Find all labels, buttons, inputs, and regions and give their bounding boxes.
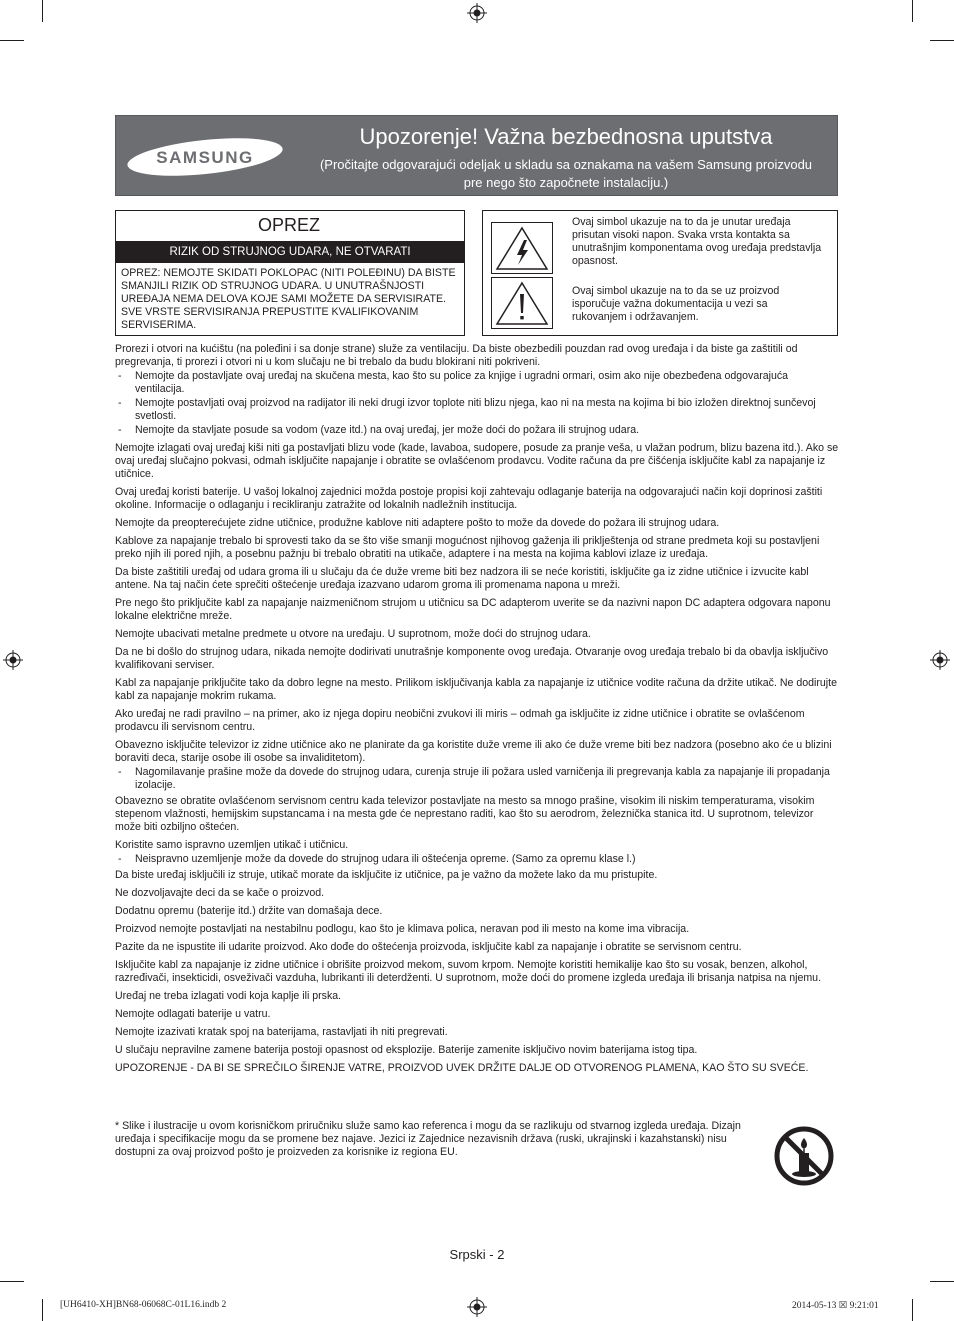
voltage-symbol-text: Ovaj simbol ukazuje na to da je unutar uređaja prisutan visoki napon. Svaka vrsta kontakta sa unutrašnjim komponentama ovog uređaja predstavlja opasnost. [572,216,822,267]
caution-box [115,210,465,336]
instruction-paragraph: UPOZORENJE - DA BI SE SPREČILO ŠIRENJE VATRE, PROIZVOD UVEK DRŽITE DALJE OD OTVORENOG PLAMENA, KAO ŠTO SU SVEĆE. [115,1062,809,1074]
instruction-subitem: - Nagomilavanje prašine može da dovede do strujnog udara, curenja struje ili požara usled varničenja ili pregrevanja kabla za napajanje ili propadanja izolacije. [115,766,839,792]
crop-mark [42,1299,43,1321]
instruction-paragraph: Nemojte odlagati baterije u vatru. [115,1008,271,1020]
instruction-paragraph: Prorezi i otvori na kućištu (na poleđini i sa donje strane) služe za ventilaciju. Da biste obezbedili pouzdan rad ovog uređaja i da biste ga zaštitili od pregrevanja, ti prorezi i otvori ni u kom slučaju ne bi trebalo da budu blokirani niti pokriveni. [115,343,798,368]
instruction-paragraph: Nemojte da preopterećujete zidne utičnice, produžne kablove niti adaptere pošto to može da dovede do požara ili strujnog udara. [115,517,720,529]
instruction-paragraph: Ne dozvoljavajte deci da se kače o proizvod. [115,887,325,899]
crop-mark [0,1281,24,1282]
header-subtitle [296,156,836,192]
print-slug-timestamp: 2014-05-13 ☒ 9:21:01 [792,1301,879,1311]
instruction-subitem: - Neispravno uzemljenje može da dovede do strujnog udara ili oštećenja opreme. (Samo za opremu klase l.) [115,853,839,866]
instruction-subitem: - Nemojte da postavljate ovaj uređaj na skučena mesta, kao što su police za knjige i ugradni ormari, osim ako nije obezbeđena odgovarajuća ventilacija. [115,370,839,396]
footnote: * Slike i ilustracije u ovom korisničkom priručniku služe samo kao referenca i mogu da se razlikuju od stvarnog izgleda uređaja. Dizajn uređaja i specifikacije mogu da se promene bez najave. Jezici iz Zajednice nezavisnih država (ruski, ukrajinski i kazahstanski) nisu dostupni za ovaj proizvod pošto je proizveden za korisnike iz regiona EU. [115,1120,741,1158]
crop-mark [930,1281,954,1282]
safety-instructions [115,343,839,1080]
instruction-paragraph: Ovaj uređaj koristi baterije. U vašoj lokalnoj zajednici možda postoje propisi koji zahtevaju odlaganje baterija na odgovarajući način koji doprinosi zaštiti okoline. Informacije o odlaganju i recikliranju zatražite od lokalnih nadležnih institucija. [115,486,823,511]
caution-title: OPREZ [258,215,321,235]
registration-mark-icon [467,1297,487,1317]
instruction-paragraph: Nemojte izlagati ovaj uređaj kiši niti ga postavljati blizu vode (kade, lavaboa, sudopere, posude za pranje veša, u vlažan podrum, blizu bazena itd.). Ako se ovaj uređaj slučajno pokvasi, odmah isključite napajanje i obratite se ovlašćenom prodavcu. Vodite računa da pre čišćenja isključite kabl za napajanje iz utičnice. [115,442,839,480]
safety-header [115,115,838,196]
instruction-paragraph: Isključite kabl za napajanje iz zidne utičnice i obrišite proizvod mekom, suvom krpom. Nemojte koristiti hemikalije kao što su vosak, benzen, alkohol, razređivači, insekticidi, osveživači vazduha, lubrikanti ili deterdženti. U suprotnom, može doći do promene izgleda uređaja ili brisanja natpisa na njemu. [115,959,822,984]
page-title: Upozorenje! Važna bezbednosna uputstva [359,124,773,149]
registration-mark-icon [930,650,950,670]
caution-warning-bar: RIZIK OD STRUJNOG UDARA, NE OTVARATI [116,241,464,263]
instruction-paragraph: Ako uređaj ne radi pravilno – na primer, ako iz njega dopiru neobični zvukovi ili miris – odmah ga isključite iz zidne utičnice i obratite se ovlašćenom prodavcu ili servisnom centru. [115,708,805,733]
samsung-logo [125,137,285,177]
instruction-paragraph: Da biste uređaj isključili iz struje, utikač morate da isključite iz utičnice, pa je važno da možete lako da mu pristupite. [115,869,658,881]
instruction-subitem: - Nemojte postavljati ovaj proizvod na radijator ili neki drugi izvor toplote niti blizu njega, kao ni na mesta na kojima bi bio izložen direktnoj sunčevoj svetlosti. [115,397,839,423]
instruction-paragraph: Pazite da ne ispustite ili udarite proizvod. Ako dođe do oštećenja proizvoda, isključite kabl za napajanje i obratite se servisnom centru. [115,941,742,953]
exclamation-symbol-text: Ovaj simbol ukazuje na to da se uz proizvod isporučuje važna dokumentacija u vezi sa rukovanjem i održavanjem. [572,285,780,323]
exclamation-warning-icon [492,278,552,328]
instruction-paragraph: Nemojte ubacivati metalne predmete u otvore na uređaju. U suprotnom, može doći do strujnog udara. [115,628,591,640]
registration-mark-icon [467,3,487,23]
header-subtitle-line: (Pročitajte odgovarajući odeljak u skladu sa oznakama na vašem Samsung proizvodu [319,157,813,172]
instruction-paragraph: U slučaju nepravilne zamene baterija postoji opasnost od eksplozije. Baterije zamenite isključivo novim baterijama istog tipa. [115,1044,698,1056]
instruction-paragraph: Obavezno isključite televizor iz zidne utičnice ako ne planirate da ga koristite duže vreme ili ako će duže vreme biti bez nadzora (posebno ako će u blizini boraviti deca, starije osobe ili osobe sa invaliditetom). [115,739,832,764]
instruction-paragraph: Pre nego što priključite kabl za napajanje naizmeničnom strujom u utičnicu sa DC adapterom uverite se da nazivni napon DC adaptera odgovara naponu lokalne električne mreže. [115,597,831,622]
symbols-box [482,210,838,336]
exclamation-symbol-frame [491,277,553,329]
crop-mark [930,40,954,41]
instruction-paragraph: Obavezno se obratite ovlašćenom servisnom centru kada televizor postavljate na mesto sa mnogo prašine, visokim ili niskim temperaturama, visokim stepenom vlažnosti, hemijskim supstancama i na mesta gde će neprestano raditi, kao što su aerodrom, železnička stanica itd. U suprotnom, televizor može biti ozbiljno oštećen. [115,795,815,833]
instruction-paragraph: Nemojte izazivati kratak spoj na baterijama, rastavljati ih niti pregrevati. [115,1026,448,1038]
crop-mark [912,1299,913,1321]
high-voltage-icon [492,223,552,273]
instruction-paragraph: Dodatnu opremu (baterije itd.) držite van domašaja dece. [115,905,383,917]
instruction-paragraph: Proizvod nemojte postavljati na nestabilnu podlogu, kao što je klimava polica, neravan pod ili mesto na kome ima vibracija. [115,923,690,935]
page-number: Srpski - 2 [449,1247,505,1262]
crop-mark [0,40,24,41]
instruction-paragraph: Da ne bi došlo do strujnog udara, nikada nemojte dodirivati unutrašnje komponente ovog uređaja. Otvaranje ovog uređaja trebalo bi da obavlja isključivo kvalifikovani serviser. [115,646,829,671]
crop-mark [912,0,913,22]
instruction-paragraph: Da biste zaštitili uređaj od udara groma ili u slučaju da će duže vreme biti bez nadzora ili se neće koristiti, isključite ga iz zidne utičnice i izvucite kabl antene. Na taj način ćete sprečiti oštećenje uređaja izazvano udarom groma ili promenama napona u mreži. [115,566,809,591]
instruction-subitem: - Nemojte da stavljate posude sa vodom (vaze itd.) na ovaj uređaj, jer može doći do požara ili strujnog udara. [115,424,839,437]
instruction-paragraph: Kablove za napajanje trebalo bi sprovesti tako da se što više smanji mogućnost njihovog gaženja ili priklještenja od strane predmeta koji su postavljeni preko njih ili pored njih, a posebnu pažnju bi trebalo obratiti na utikače, adaptere i na mesta na kojima kablovi izlaze iz uređaja. [115,535,820,560]
samsung-logo-wordmark: SAMSUNG [156,148,254,167]
registration-mark-icon [3,650,23,670]
caution-text: OPREZ: NEMOJTE SKIDATI POKLOPAC (NITI POLEĐINU) DA BISTE SMANJILI RIZIK OD STRUJNOG UDARA. U UNUTRAŠNJOSTI UREĐAJA NEMA DELOVA KOJE SAMI MOŽETE DA SERVISIRATE. SVE VRSTE SERVISIRANJA PREPUSTITE KVALIFIKOVANIM SERVISERIMA. [121,267,456,331]
instruction-paragraph: Kabl za napajanje priključite tako da dobro legne na mesto. Prilikom isključivanja kabla za napajanje iz utičnice vodite računa da držite utikač. Ne dodirujte kabl za napajanje mokrim rukama. [115,677,837,702]
header-subtitle-line: pre nego što započnete instalaciju.) [463,175,669,190]
instruction-paragraph: Uređaj ne treba izlagati vodi koja kaplje ili prska. [115,990,342,1002]
voltage-symbol-frame [491,222,553,274]
no-open-flame-icon [773,1125,835,1187]
instruction-paragraph: Koristite samo ispravno uzemljen utikač i utičnicu. [115,839,349,851]
crop-mark [42,0,43,22]
print-slug-file: [UH6410-XH]BN68-06068C-01L16.indb 2 [60,1300,227,1310]
